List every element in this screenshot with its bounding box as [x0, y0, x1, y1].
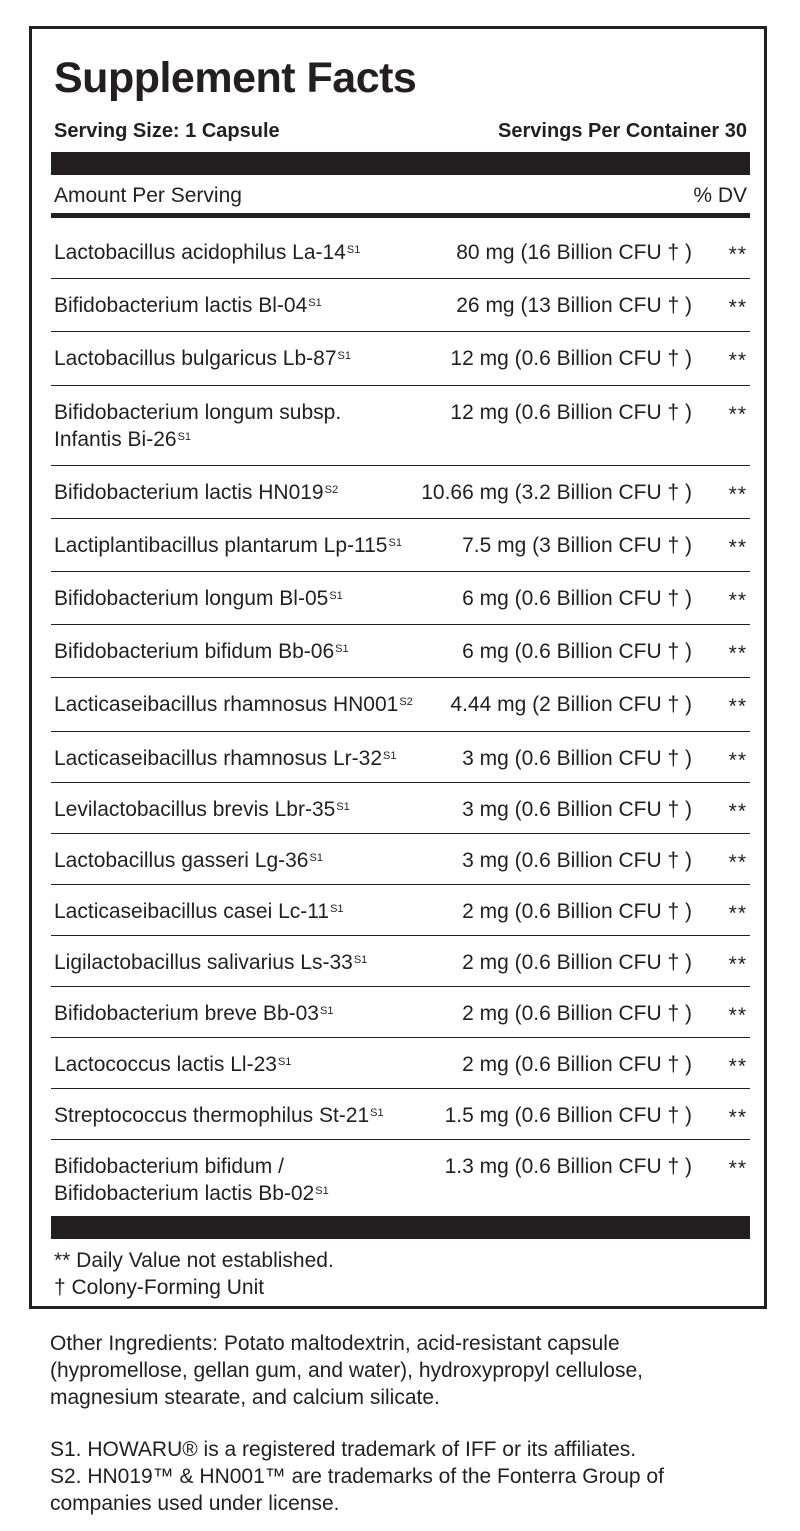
source-superscript: S1 [319, 1005, 334, 1017]
ingredient-row [51, 783, 750, 834]
source-superscript: S1 [177, 431, 192, 443]
ingredient-name-text: Lactiplantibacillus plantarum Lp-115 [54, 534, 388, 557]
ingredient-dv: ** [728, 642, 747, 665]
ingredient-amount: 2 mg (0.6 Billion CFU † ) [462, 951, 692, 974]
ingredient-row [51, 279, 750, 332]
ingredient-row [51, 1089, 750, 1140]
source-superscript: S1 [329, 590, 343, 602]
ingredient-name-text: Lacticaseibacillus rhamnosus HN001 [54, 693, 399, 716]
ingredient-dv: ** [728, 483, 747, 506]
dv-footnote: ** Daily Value not established. [54, 1249, 334, 1272]
other-ingredients: Other Ingredients: Potato maltodextrin, acid-resistant capsule (hypromellose, gellan gum, and water), hydroxypropyl cellulose, magnesium stearate, and calcium silicate. [50, 1332, 643, 1409]
source-superscript: S1 [337, 350, 351, 362]
ingredient-amount: 4.44 mg (2 Billion CFU † ) [450, 693, 692, 716]
ingredient-name-text: Lactobacillus gasseri Lg-36 [54, 849, 309, 872]
ingredient-row [51, 466, 750, 519]
ingredient-row [51, 885, 750, 936]
ingredient-dv: ** [728, 536, 747, 559]
ingredient-dv: ** [728, 851, 747, 874]
ingredient-name [54, 532, 414, 559]
ingredient-name [54, 585, 414, 612]
ingredient-name-text: Ligilactobacillus salivarius Ls-33 [54, 951, 353, 974]
source-superscript: S1 [388, 537, 402, 549]
ingredient-amount: 12 mg (0.6 Billion CFU † ) [450, 401, 692, 424]
source-superscript: S1 [335, 643, 349, 655]
ingredient-name-text: Bifidobacterium longum Bl-05 [54, 587, 329, 610]
ingredient-amount: 10.66 mg (3.2 Billion CFU † ) [421, 481, 692, 504]
ingredient-row [51, 678, 750, 732]
ingredient-dv: ** [728, 589, 747, 612]
ingredient-name-text: Streptococcus thermophilus St-21 [54, 1104, 370, 1127]
ingredient-name [54, 847, 414, 874]
ingredient-name-text: Lacticaseibacillus casei Lc-11 [54, 900, 330, 923]
ingredient-amount: 2 mg (0.6 Billion CFU † ) [462, 1002, 692, 1025]
source-superscript: S1 [309, 852, 323, 864]
ingredient-row [51, 1140, 750, 1220]
ingredient-amount: 2 mg (0.6 Billion CFU † ) [462, 900, 692, 923]
ingredient-row [51, 519, 750, 572]
ingredient-name [54, 1000, 414, 1027]
ingredient-name [54, 239, 414, 266]
ingredient-amount: 3 mg (0.6 Billion CFU † ) [462, 849, 692, 872]
source-superscript: S1 [383, 750, 397, 762]
cfu-footnote: † Colony-Forming Unit [54, 1276, 265, 1299]
ingredient-name [54, 1102, 414, 1129]
ingredient-name-text: Lactobacillus acidophilus La-14 [54, 241, 346, 264]
ingredient-name [54, 345, 414, 372]
ingredient-name [54, 399, 414, 453]
ingredient-amount: 1.3 mg (0.6 Billion CFU † ) [444, 1155, 692, 1178]
ingredient-amount: 12 mg (0.6 Billion CFU † ) [450, 347, 692, 370]
ingredient-name [54, 292, 414, 319]
thick-divider-top [51, 152, 750, 175]
ingredient-amount: 3 mg (0.6 Billion CFU † ) [462, 798, 692, 821]
ingredient-row [51, 936, 750, 987]
source-superscript: S1 [353, 954, 368, 966]
header-divider [51, 213, 750, 218]
source-superscript: S1 [370, 1107, 384, 1119]
source-superscript: S1 [336, 801, 350, 813]
footnotes [54, 1247, 334, 1301]
ingredient-dv: ** [728, 1157, 747, 1180]
ingredient-name-text: Bifidobacterium longum subsp. Infantis Bi-26 [54, 401, 342, 451]
source-superscript: S1 [308, 297, 322, 309]
supplement-facts-panel [29, 26, 767, 1309]
ingredient-amount: 7.5 mg (3 Billion CFU † ) [462, 534, 692, 557]
ingredient-amount: 3 mg (0.6 Billion CFU † ) [462, 747, 692, 770]
ingredient-name-text: Bifidobacterium bifidum Bb-06 [54, 640, 335, 663]
ingredient-name-text: Lactobacillus bulgaricus Lb-87 [54, 347, 337, 370]
trademark-s2: S2. HN019™ & HN001™ are trademarks of the Fonterra Group of companies used under license. [50, 1465, 664, 1515]
ingredient-name [54, 1153, 414, 1207]
ingredient-row [51, 625, 750, 678]
ingredient-name-text: Bifidobacterium lactis HN019 [54, 481, 324, 504]
source-superscript: S1 [346, 244, 361, 256]
ingredient-dv: ** [728, 349, 747, 372]
ingredient-amount: 2 mg (0.6 Billion CFU † ) [462, 1053, 692, 1076]
source-superscript: S1 [277, 1056, 292, 1068]
ingredient-row [51, 987, 750, 1038]
ingredient-amount: 6 mg (0.6 Billion CFU † ) [462, 640, 692, 663]
ingredient-name [54, 949, 414, 976]
ingredient-dv: ** [728, 403, 747, 426]
ingredient-name [54, 691, 414, 718]
ingredient-dv: ** [728, 902, 747, 925]
amount-per-serving-label: Amount Per Serving [54, 184, 242, 207]
dv-label: % DV [693, 184, 747, 207]
ingredient-name [54, 745, 414, 772]
ingredient-dv: ** [728, 800, 747, 823]
ingredient-row [51, 226, 750, 279]
ingredient-row [51, 332, 750, 386]
ingredient-dv: ** [728, 953, 747, 976]
ingredient-row [51, 732, 750, 783]
ingredient-name [54, 638, 414, 665]
ingredient-list [51, 226, 750, 1220]
ingredient-dv: ** [728, 1106, 747, 1129]
trademark-notes [50, 1436, 750, 1517]
source-superscript: S1 [330, 903, 344, 915]
ingredient-amount: 80 mg (16 Billion CFU † ) [456, 241, 692, 264]
ingredient-dv: ** [728, 296, 747, 319]
ingredient-dv: ** [728, 749, 747, 772]
ingredient-name [54, 898, 414, 925]
ingredient-amount: 26 mg (13 Billion CFU † ) [456, 294, 692, 317]
panel-title: Supplement Facts [54, 54, 417, 102]
source-superscript: S2 [324, 484, 339, 496]
ingredient-amount: 6 mg (0.6 Billion CFU † ) [462, 587, 692, 610]
trademark-s1: S1. HOWARU® is a registered trademark of IFF or its affiliates. [50, 1438, 637, 1461]
servings-per-container: Servings Per Container 30 [498, 120, 747, 142]
source-superscript: S2 [399, 696, 413, 708]
ingredient-row [51, 386, 750, 466]
ingredient-name-text: Bifidobacterium breve Bb-03 [54, 1002, 319, 1025]
ingredient-row [51, 572, 750, 625]
ingredient-name [54, 1051, 414, 1078]
ingredient-dv: ** [728, 243, 747, 266]
ingredient-name [54, 479, 414, 506]
ingredient-row [51, 1038, 750, 1089]
ingredient-dv: ** [728, 695, 747, 718]
ingredient-name-text: Lactococcus lactis Ll-23 [54, 1053, 277, 1076]
ingredient-dv: ** [728, 1004, 747, 1027]
thick-divider-bottom [51, 1216, 750, 1239]
ingredient-dv: ** [728, 1055, 747, 1078]
ingredient-name-text: Bifidobacterium bifidum / Bifidobacterium lactis Bb-02 [54, 1155, 315, 1205]
ingredient-row [51, 834, 750, 885]
table-header [54, 181, 747, 211]
ingredient-name-text: Bifidobacterium lactis Bl-04 [54, 294, 308, 317]
ingredient-name-text: Lacticaseibacillus rhamnosus Lr-32 [54, 747, 382, 770]
serving-size: Serving Size: 1 Capsule [54, 120, 280, 142]
ingredient-name [54, 796, 414, 823]
source-superscript: S1 [315, 1185, 329, 1197]
ingredient-amount: 1.5 mg (0.6 Billion CFU † ) [444, 1104, 692, 1127]
ingredient-name-text: Levilactobacillus brevis Lbr-35 [54, 798, 336, 821]
